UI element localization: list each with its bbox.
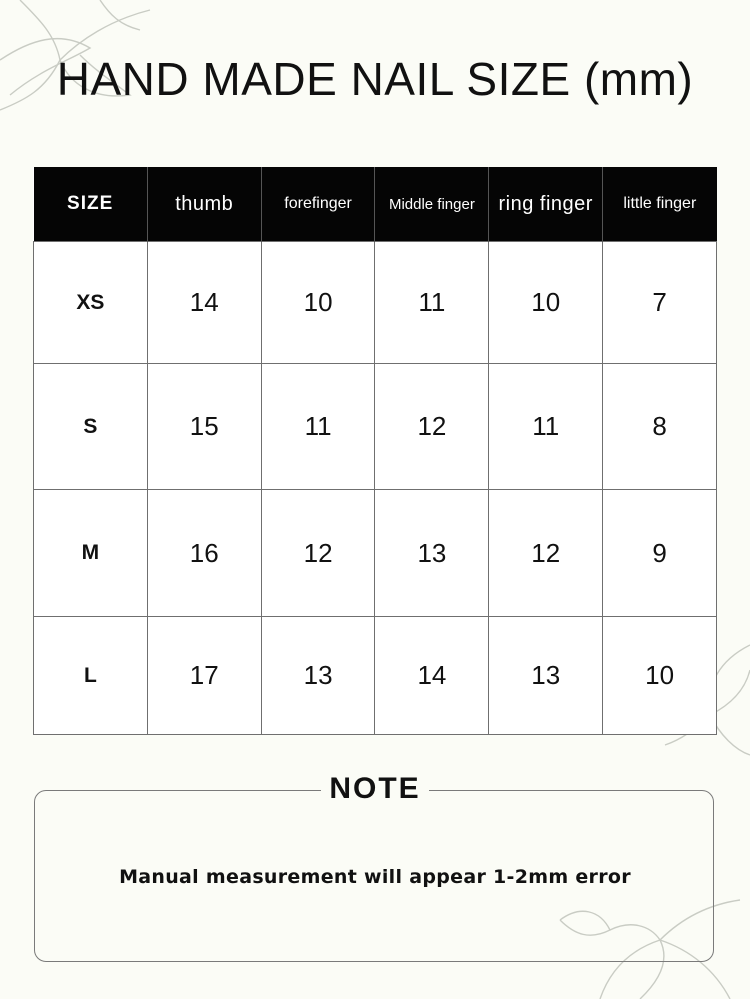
table-cell: 15 xyxy=(147,364,261,490)
table-row xyxy=(34,490,717,617)
header-ring-finger: ring finger xyxy=(489,167,603,242)
note-title: NOTE xyxy=(321,772,428,806)
table-cell: 17 xyxy=(147,617,261,735)
table-header-row xyxy=(34,167,717,242)
table-cell: 11 xyxy=(489,364,603,490)
header-middle-finger: Middle finger xyxy=(375,167,489,242)
table-cell: 10 xyxy=(261,242,375,364)
row-size-label: S xyxy=(34,364,148,490)
table-cell: 7 xyxy=(603,242,717,364)
table-row xyxy=(34,617,717,735)
table-cell: 9 xyxy=(603,490,717,617)
row-size-label: M xyxy=(34,490,148,617)
table-cell: 12 xyxy=(261,490,375,617)
table-cell: 16 xyxy=(147,490,261,617)
note-text: Manual measurement will appear 1-2mm error xyxy=(119,866,631,888)
table-cell: 13 xyxy=(375,490,489,617)
page-title: HAND MADE NAIL SIZE (mm) xyxy=(56,53,694,105)
table-row xyxy=(34,364,717,490)
table-cell: 13 xyxy=(261,617,375,735)
table-cell: 11 xyxy=(375,242,489,364)
row-size-label: L xyxy=(34,617,148,735)
table-cell: 8 xyxy=(603,364,717,490)
table-row xyxy=(34,242,717,364)
table-cell: 14 xyxy=(375,617,489,735)
table-cell: 12 xyxy=(375,364,489,490)
header-thumb: thumb xyxy=(147,167,261,242)
header-little-finger: little finger xyxy=(603,167,717,242)
row-size-label: XS xyxy=(34,242,148,364)
table-cell: 10 xyxy=(489,242,603,364)
table-cell: 11 xyxy=(261,364,375,490)
header-forefinger: forefinger xyxy=(261,167,375,242)
nail-size-table xyxy=(33,167,717,735)
table-cell: 10 xyxy=(603,617,717,735)
table-cell: 13 xyxy=(489,617,603,735)
header-size: SIZE xyxy=(34,167,148,242)
table-cell: 12 xyxy=(489,490,603,617)
table-cell: 14 xyxy=(147,242,261,364)
